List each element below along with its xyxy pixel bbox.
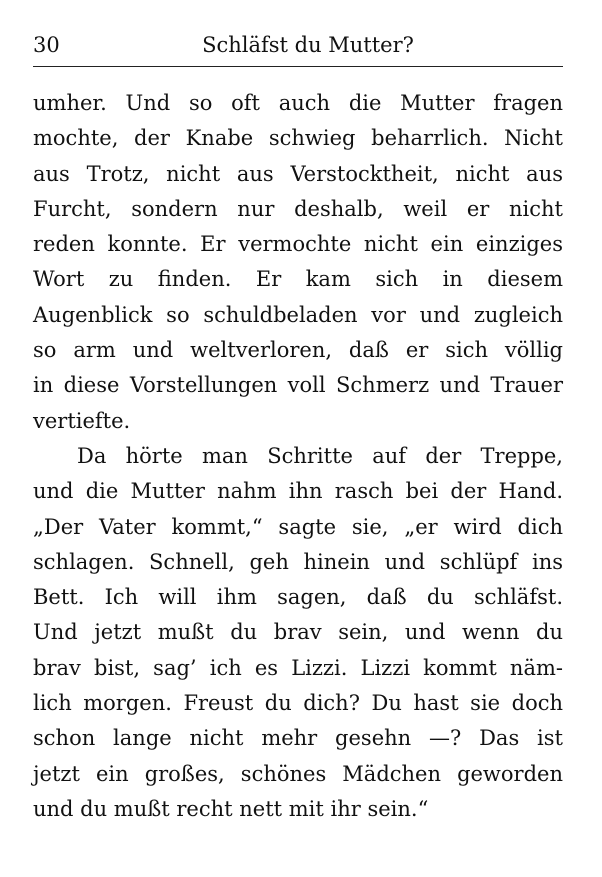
- text-line: vertiefte.: [33, 408, 131, 433]
- text-line: Und jetzt mußt du brav sein, und wenn du: [33, 620, 563, 645]
- text-line: Furcht, sondern nur deshalb, weil er nicht: [33, 196, 563, 221]
- paragraph: [33, 86, 563, 439]
- text-line: und du mußt recht nett mit ihr sein.“: [33, 796, 429, 821]
- text-line: Augenblick so schuldbeladen vor und zugleich: [33, 302, 563, 327]
- text-line: in diese Vorstellungen voll Schmerz und Trauer: [33, 373, 563, 398]
- page-header: [33, 30, 563, 60]
- body-text: [33, 86, 563, 827]
- text-line: aus Trotz, nicht aus Verstocktheit, nicht aus: [33, 161, 563, 186]
- text-line: mochte, der Knabe schwieg beharrlich. Nicht: [33, 126, 563, 151]
- running-title: Schläfst du Mutter?: [202, 33, 414, 57]
- text-line: umher. Und so oft auch die Mutter fragen: [33, 91, 563, 115]
- text-line: „Der Vater kommt,“ sagte sie, „er wird dich: [33, 514, 563, 539]
- text-line: Da hörte man Schritte auf der Treppe,: [77, 443, 563, 468]
- text-line: jetzt ein großes, schönes Mädchen geworden: [33, 761, 563, 786]
- text-line: Wort zu finden. Er kam sich in diesem: [33, 267, 563, 292]
- text-line: schlagen. Schnell, geh hinein und schlüpf ins: [33, 549, 563, 574]
- paragraph: [33, 439, 563, 827]
- header-rule: [33, 66, 563, 67]
- text-line: so arm und weltverloren, daß er sich völlig: [33, 338, 563, 363]
- page-number: 30: [33, 33, 60, 57]
- text-line: lich morgen. Freust du dich? Du hast sie doch: [33, 691, 563, 716]
- text-line: reden konnte. Er vermochte nicht ein einziges: [33, 232, 563, 257]
- text-line: Bett. Ich will ihm sagen, daß du schläfst.: [33, 585, 563, 610]
- text-line: schon lange nicht mehr gesehn —? Das ist: [33, 726, 563, 751]
- text-line: brav bist, sag’ ich es Lizzi. Lizzi kommt näm-: [33, 655, 563, 680]
- text-line: und die Mutter nahm ihn rasch bei der Hand.: [33, 479, 563, 504]
